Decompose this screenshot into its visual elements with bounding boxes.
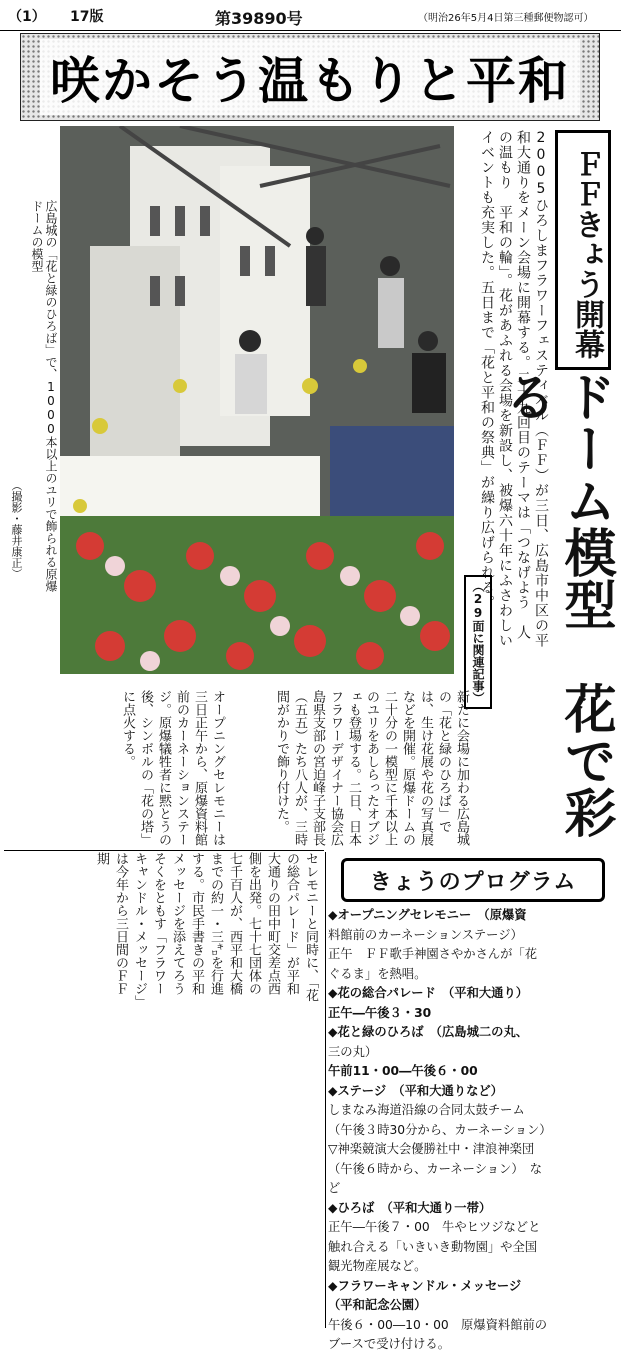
photo-illustration [60,126,454,674]
program-line: ◆花と緑のひろば （広島城二の丸、 [328,1025,529,1039]
article-body-2: オープニングセレモニーは三日正午から、原爆資料館前のカーネーションステージ。原爆犠牲者に黙とうの後、シンボルの「花の塔」に点火する。 [120,690,225,846]
column-divider [4,850,324,851]
program-line: 三の丸） [328,1044,378,1059]
article-body-3: セレモニーと同時に、「花の総合パレード」が平和大通りの田中町交差点西側を出発。七十七団体の七千百人が、西平和大橋までの約一・三㌔を行進する。市民手書きの平和メッセージを添えてろうそくをともす「フラワーキャンドル・メッセージ」は今年から三日間のＦＦ期 [94,852,318,1002]
program-line: 観光物産展など。 [328,1259,427,1273]
page-number: （1） [8,9,46,25]
headline: 咲かそう温もりと平和 [40,39,580,115]
program-line: 午前11・00―午後６・00 [328,1064,478,1078]
program-line: 触れ合える「いきいき動物園」や全国 [328,1239,538,1254]
photo-caption: 広島城の「花と緑のひろば」で、1000本以上のユリで飾られる原爆ドームの模型 [30,200,58,592]
article-kicker: ＦＦきょう開幕 [555,130,611,370]
article-title: ドーム模型 花で彩る [495,370,616,838]
program-line: （午後６時から、カーネーション） な [328,1161,543,1176]
program-line: 正午―午後３・30 [328,1005,432,1020]
program-line: ◆ステージ （平和大通りなど） [328,1083,503,1098]
program-line: 午後６・00―10・00 原爆資料館前の [328,1317,548,1332]
photo-credit: （撮影・藤井康正） [10,480,23,579]
program-line: ◆ひろば （平和大通り一帯） [328,1200,492,1215]
program-line: （平和記念公園） [328,1298,427,1312]
program-line: 料館前のカーネーションステージ） [328,927,523,942]
program-heading: きょうのプログラム [341,858,605,902]
program-line: （午後３時30分から、カーネーション） [328,1122,552,1137]
program-divider [325,852,326,1328]
program-line: ブースで受け付ける。 [328,1337,450,1351]
program-line: 正午 ＦＦ歌手神園さやかさんが「花 [328,947,538,961]
program-line: ◆フラワーキャンドル・メッセージ [328,1278,522,1293]
program-line: 正午―午後７・00 牛やヒツジなどと [328,1220,541,1234]
program-line: ▽神楽競演大会優勝社中・津浪神楽団 [328,1142,535,1156]
article-lead: 2005ひろしまフラワーフェスティバル（ＦＦ）が三日、広島市中区の平和大通りをメーン会場に開幕する。二十九回目のテーマは「つなげよう 人の温もり 平和の輪」。花があふれる会場を新設し、被爆六十年にふさわしいイベントも充実した。五日まで「花と平和の祭典」が繰り広げられる。 [479,130,549,648]
postal-note: （明治26年5月4日第三種郵便物認可） [418,13,594,24]
headline-banner [20,33,600,121]
article-body-1: 新たに会場に加わる広島城の「花と緑のひろば」では、生け花展や花の写真展などを開催。原爆ドームの二十分の一模型に千本以上のユリをあしらったオブジェも登場する。二日、日本フラワーデザイナー協会広島県支部の宮迫峰子支部長（五五）たち八人が、三時間がかりで飾り付けた。 [274,690,469,846]
program-list [328,906,618,1355]
program-line: しまなみ海道沿線の合同太鼓チーム [328,1103,525,1117]
related-article-note: （29面に関連記事） [464,575,492,709]
edition: 17版 [70,9,104,25]
program-line: ◆オープニングセレモニー （原爆資 [328,908,527,922]
program-line: ど [328,1181,341,1195]
issue-number: 第39890号 [215,9,303,28]
program-line: ぐるま」を熱唱。 [328,966,427,981]
masthead [0,0,621,31]
program-line: ◆花の総合パレード （平和大通り） [328,986,529,1000]
news-photo [60,126,454,674]
